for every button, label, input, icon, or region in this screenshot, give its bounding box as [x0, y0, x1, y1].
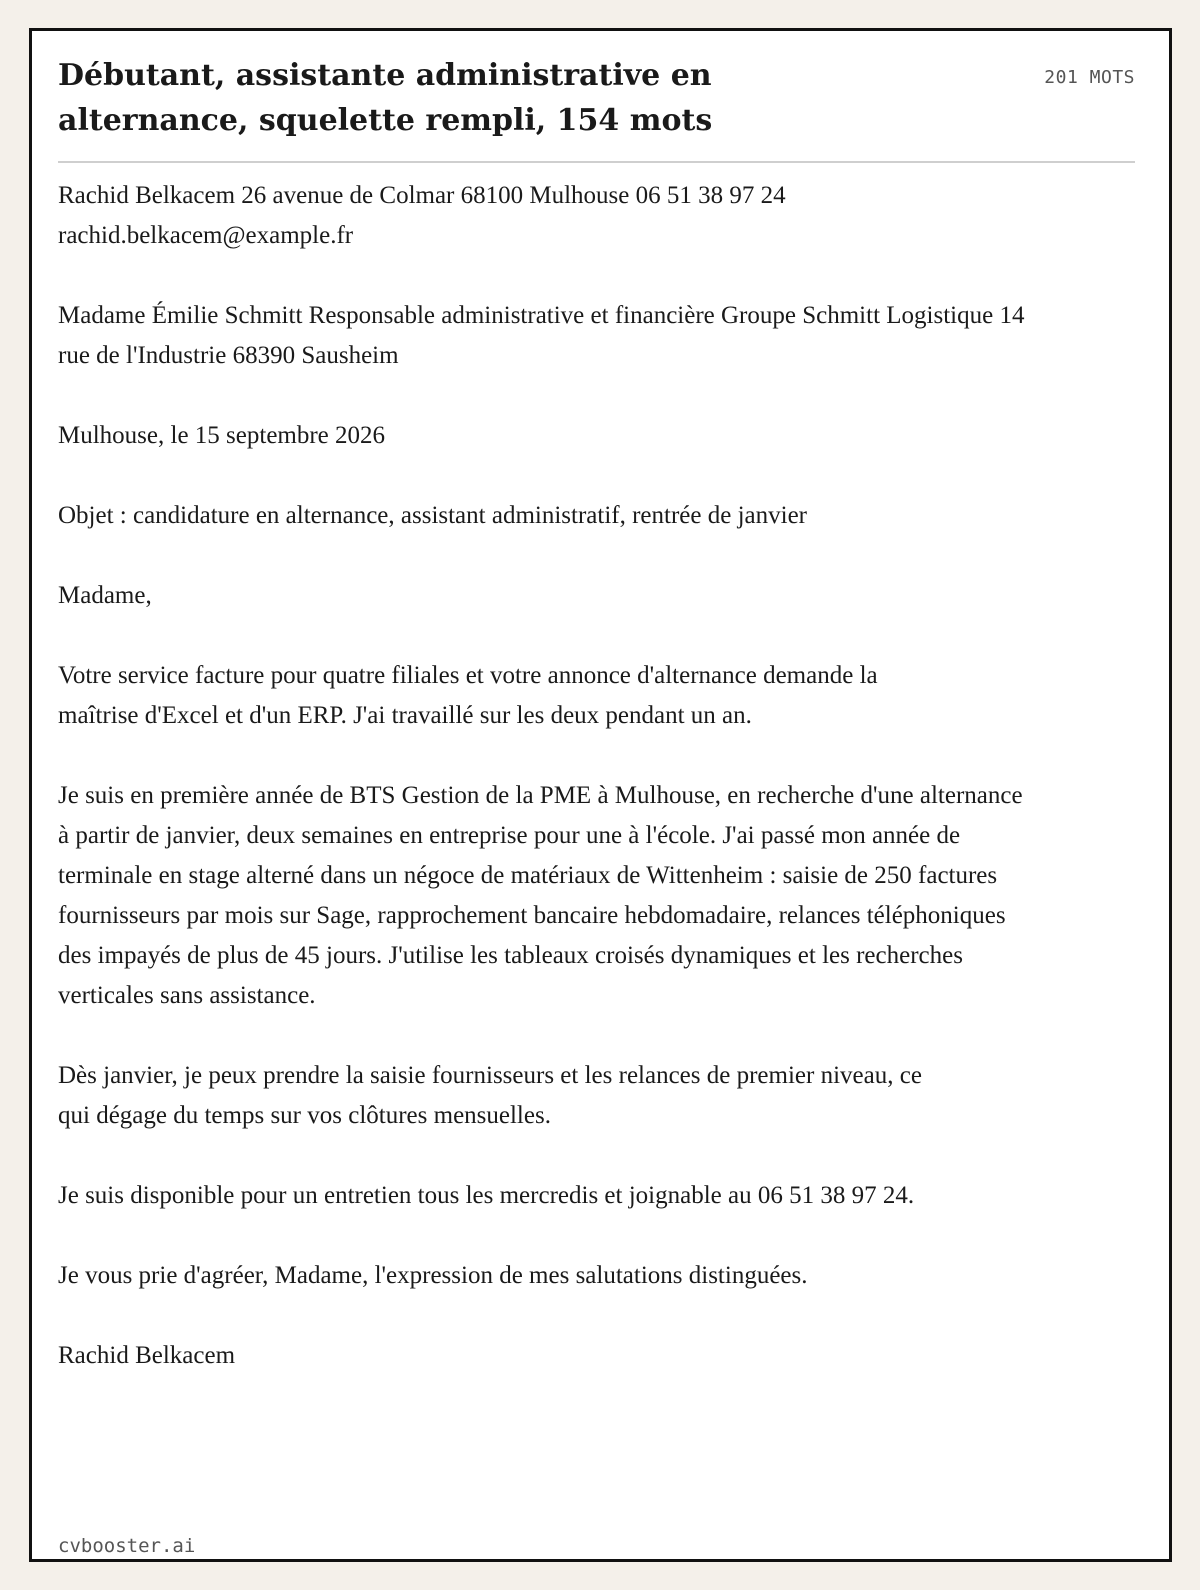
letter-body: [58, 176, 1058, 1376]
letter-salutation: Madame,: [58, 582, 152, 609]
header-divider: [58, 161, 1135, 163]
letter-subject: Objet : candidature en alternance, assistant administratif, rentrée de janvier: [58, 502, 807, 529]
letter-header: [58, 53, 1135, 161]
letter-paragraph: Je suis en première année de BTS Gestion de la PME à Mulhouse, en recherche d'une alternance à partir de janvier, deux semaines en entreprise pour une à l'école. J'ai passé mon année de terminale en stage alterné dans un négoce de matériaux de Wittenheim : saisie de 250 factures fournisseurs par mois sur Sage, rapprochement bancaire hebdomadaire, relances téléphoniques des impayés de plus de 45 jours. J'utilise les tableaux croisés dynamiques et les recherches verticales sans assistance.: [58, 782, 1023, 1009]
letter-paragraph: Je suis disponible pour un entretien tous les mercredis et joignable au 06 51 38 97 24.: [58, 1182, 915, 1209]
recipient-address: Madame Émilie Schmitt Responsable administrative et financière Groupe Schmitt Logistique 14 rue de l'Industrie 68390 Sausheim: [58, 302, 1025, 369]
letter-signature: Rachid Belkacem: [58, 1342, 236, 1369]
letter-closing: Je vous prie d'agréer, Madame, l'expression de mes salutations distinguées.: [58, 1262, 808, 1289]
letter-paragraph: Votre service facture pour quatre filiales et votre annonce d'alternance demande la maîtrise d'Excel et d'un ERP. J'ai travaillé sur les deux pendant un an.: [58, 662, 878, 729]
brand-watermark: cvbooster.ai: [58, 1535, 196, 1557]
letter-paragraph: Dès janvier, je peux prendre la saisie fournisseurs et les relances de premier niveau, ce qui dégage du temps sur vos clôtures mensuelles.: [58, 1062, 922, 1129]
sender-address: Rachid Belkacem 26 avenue de Colmar 68100 Mulhouse 06 51 38 97 24 rachid.belkacem@example.fr: [58, 182, 786, 249]
letter-date: Mulhouse, le 15 septembre 2026: [58, 422, 386, 449]
word-count-badge: 201 MOTS: [1044, 67, 1135, 88]
page-title: Débutant, assistante administrative en alternance, squelette rempli, 154 mots: [58, 58, 713, 138]
letter-card: [29, 28, 1172, 1562]
